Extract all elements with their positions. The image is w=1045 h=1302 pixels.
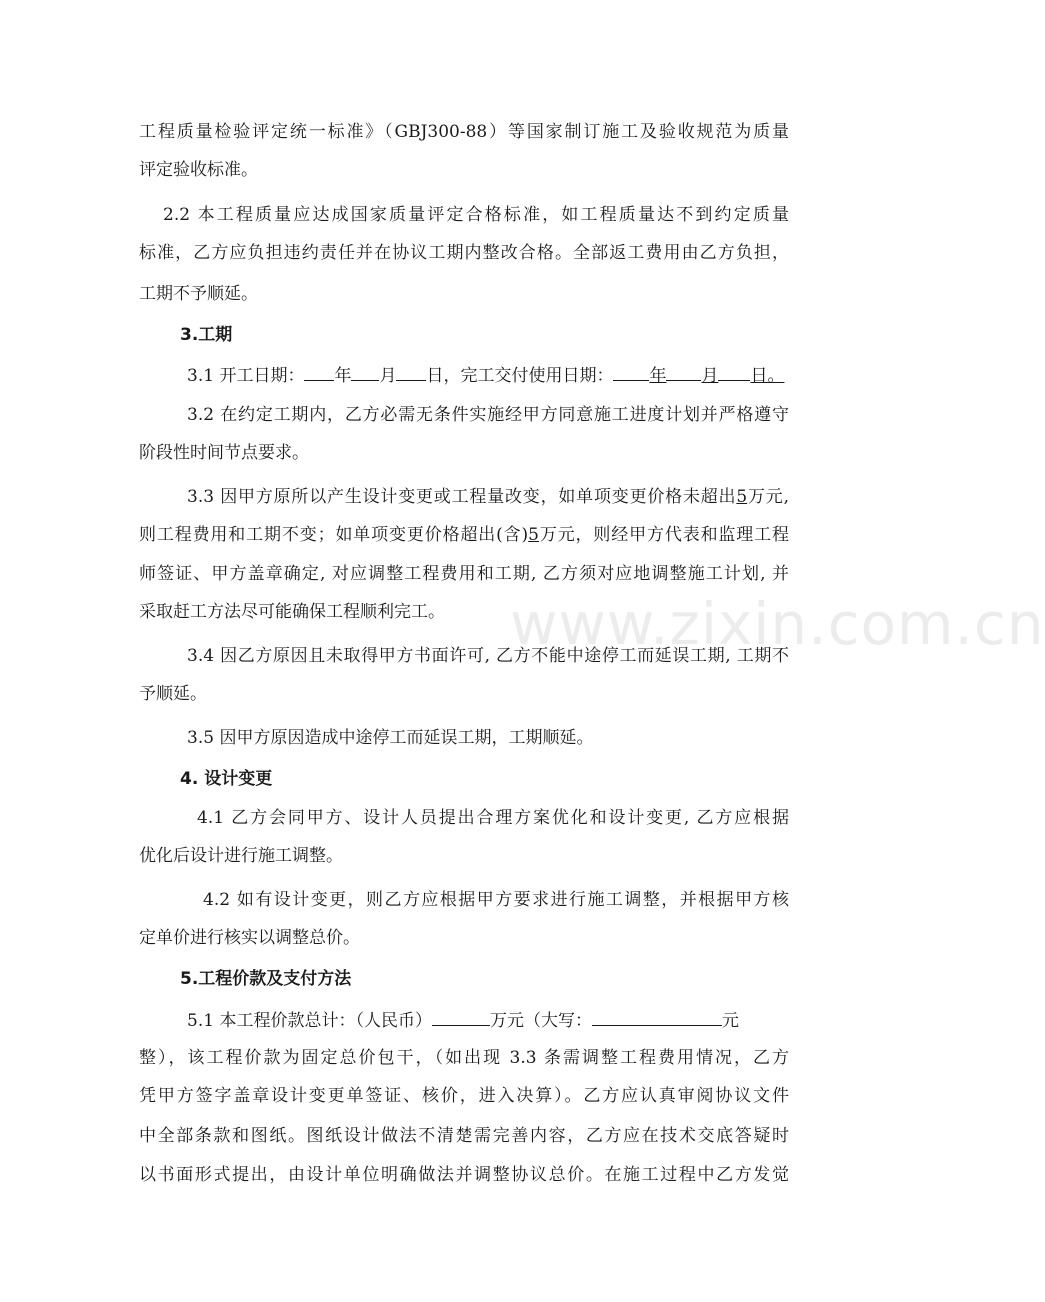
paragraph-line [187,485,789,509]
day-label: 日。 [750,366,785,386]
paragraph-line: 3.2 在约定工期内，乙方必需无条件实施经甲方同意施工进度计划并严格遵守 [187,405,789,425]
paragraph-line: 4.2 如有设计变更，则乙方应根据甲方要求进行施工调整，并根据甲方核 [203,890,789,910]
paragraph-line-dates [187,362,789,388]
paragraph-line: 予顺延。 [139,684,207,704]
month-label: 月 [701,366,719,386]
paragraph-line: 3.5 因甲方原因造成中途停工而延误工期，工期顺延。 [187,728,594,748]
year-label: 年 [649,366,667,386]
paragraph-line: 凭甲方签字盖章设计变更单签证、核价，进入决算）。乙方应认真审阅协议文件 [139,1086,789,1106]
paragraph-line: 评定验收标准。 [139,160,258,180]
blank-field [718,362,750,381]
year-label: 年 [334,366,352,386]
paragraph-line [139,523,789,547]
month-label: 月 [379,366,397,386]
text-run: 万元（大写： [489,1011,592,1031]
blank-field [592,1007,722,1026]
blank-field [613,362,649,381]
paragraph-line-amount [187,1007,789,1033]
blank-field [304,362,334,381]
blank-field [666,362,701,381]
text-run: 万元, [747,487,789,507]
paragraph-line: 标准，乙方应负担违约责任并在协议工期内整改合格。全部返工费用由乙方负担， [139,243,789,263]
paragraph-line: 工程质量检验评定统一标准》（GBJ300-88）等国家制订施工及验收规范为质量 [139,122,789,142]
blank-field [351,362,379,381]
paragraph-line: 优化后设计进行施工调整。 [139,846,343,866]
watermark: www.zixin.com.cn [510,590,1045,658]
paragraph-line: 4.1 乙方会同甲方、设计人员提出合理方案优化和设计变更, 乙方应根据 [197,808,789,828]
section-heading-4: 4. 设计变更 [180,769,273,789]
paragraph-line: 师签证、甲方盖章确定, 对应调整工程费用和工期, 乙方须对应地调整施工计划, 并 [139,564,789,584]
section-heading-5: 5.工程价款及支付方法 [180,969,352,989]
paragraph-line: 2.2 本工程质量应达成国家质量评定合格标准，如工程质量达不到约定质量 [163,205,789,225]
completion-date-label: 日，完工交付使用日期： [426,366,614,386]
paragraph-line: 定单价进行核实以调整总价。 [139,928,360,948]
paragraph-line: 工期不予顺延。 [139,284,258,304]
paragraph-line: 以书面形式提出，由设计单位明确做法并调整协议总价。在施工过程中乙方发觉 [139,1165,789,1185]
paragraph-line: 采取赶工方法尽可能确保工程顺利完工。 [139,602,445,622]
blank-field [432,1007,490,1026]
blank-field [396,362,426,381]
paragraph-line: 中全部条款和图纸。图纸设计做法不清楚需完善内容，乙方应在技术交底答疑时 [139,1126,789,1146]
underlined-value: 5 [528,525,539,545]
paragraph-line: 阶段性时间节点要求。 [139,443,309,463]
text-run: 元 [721,1011,739,1031]
text-run: 5.1 本工程价款总计：（人民币） [187,1011,432,1031]
text-run: 则工程费用和工期不变；如单项变更价格超出(含) [139,525,529,545]
text-run: 万元，则经甲方代表和监理工程 [538,525,790,545]
paragraph-line: 整），该工程价款为固定总价包干，（如出现 3.3 条需调整工程费用情况，乙方 [139,1048,789,1068]
text-run: 3.3 因甲方原所以产生设计变更或工程量改变，如单项变更价格未超出 [187,487,737,507]
paragraph-line: 3.4 因乙方原因且未取得甲方书面许可, 乙方不能中途停工而延误工期, 工期不 [187,646,789,666]
start-date-label: 3.1 开工日期： [187,366,305,386]
section-heading-3: 3.工期 [180,325,233,345]
underlined-value: 5 [736,487,748,507]
